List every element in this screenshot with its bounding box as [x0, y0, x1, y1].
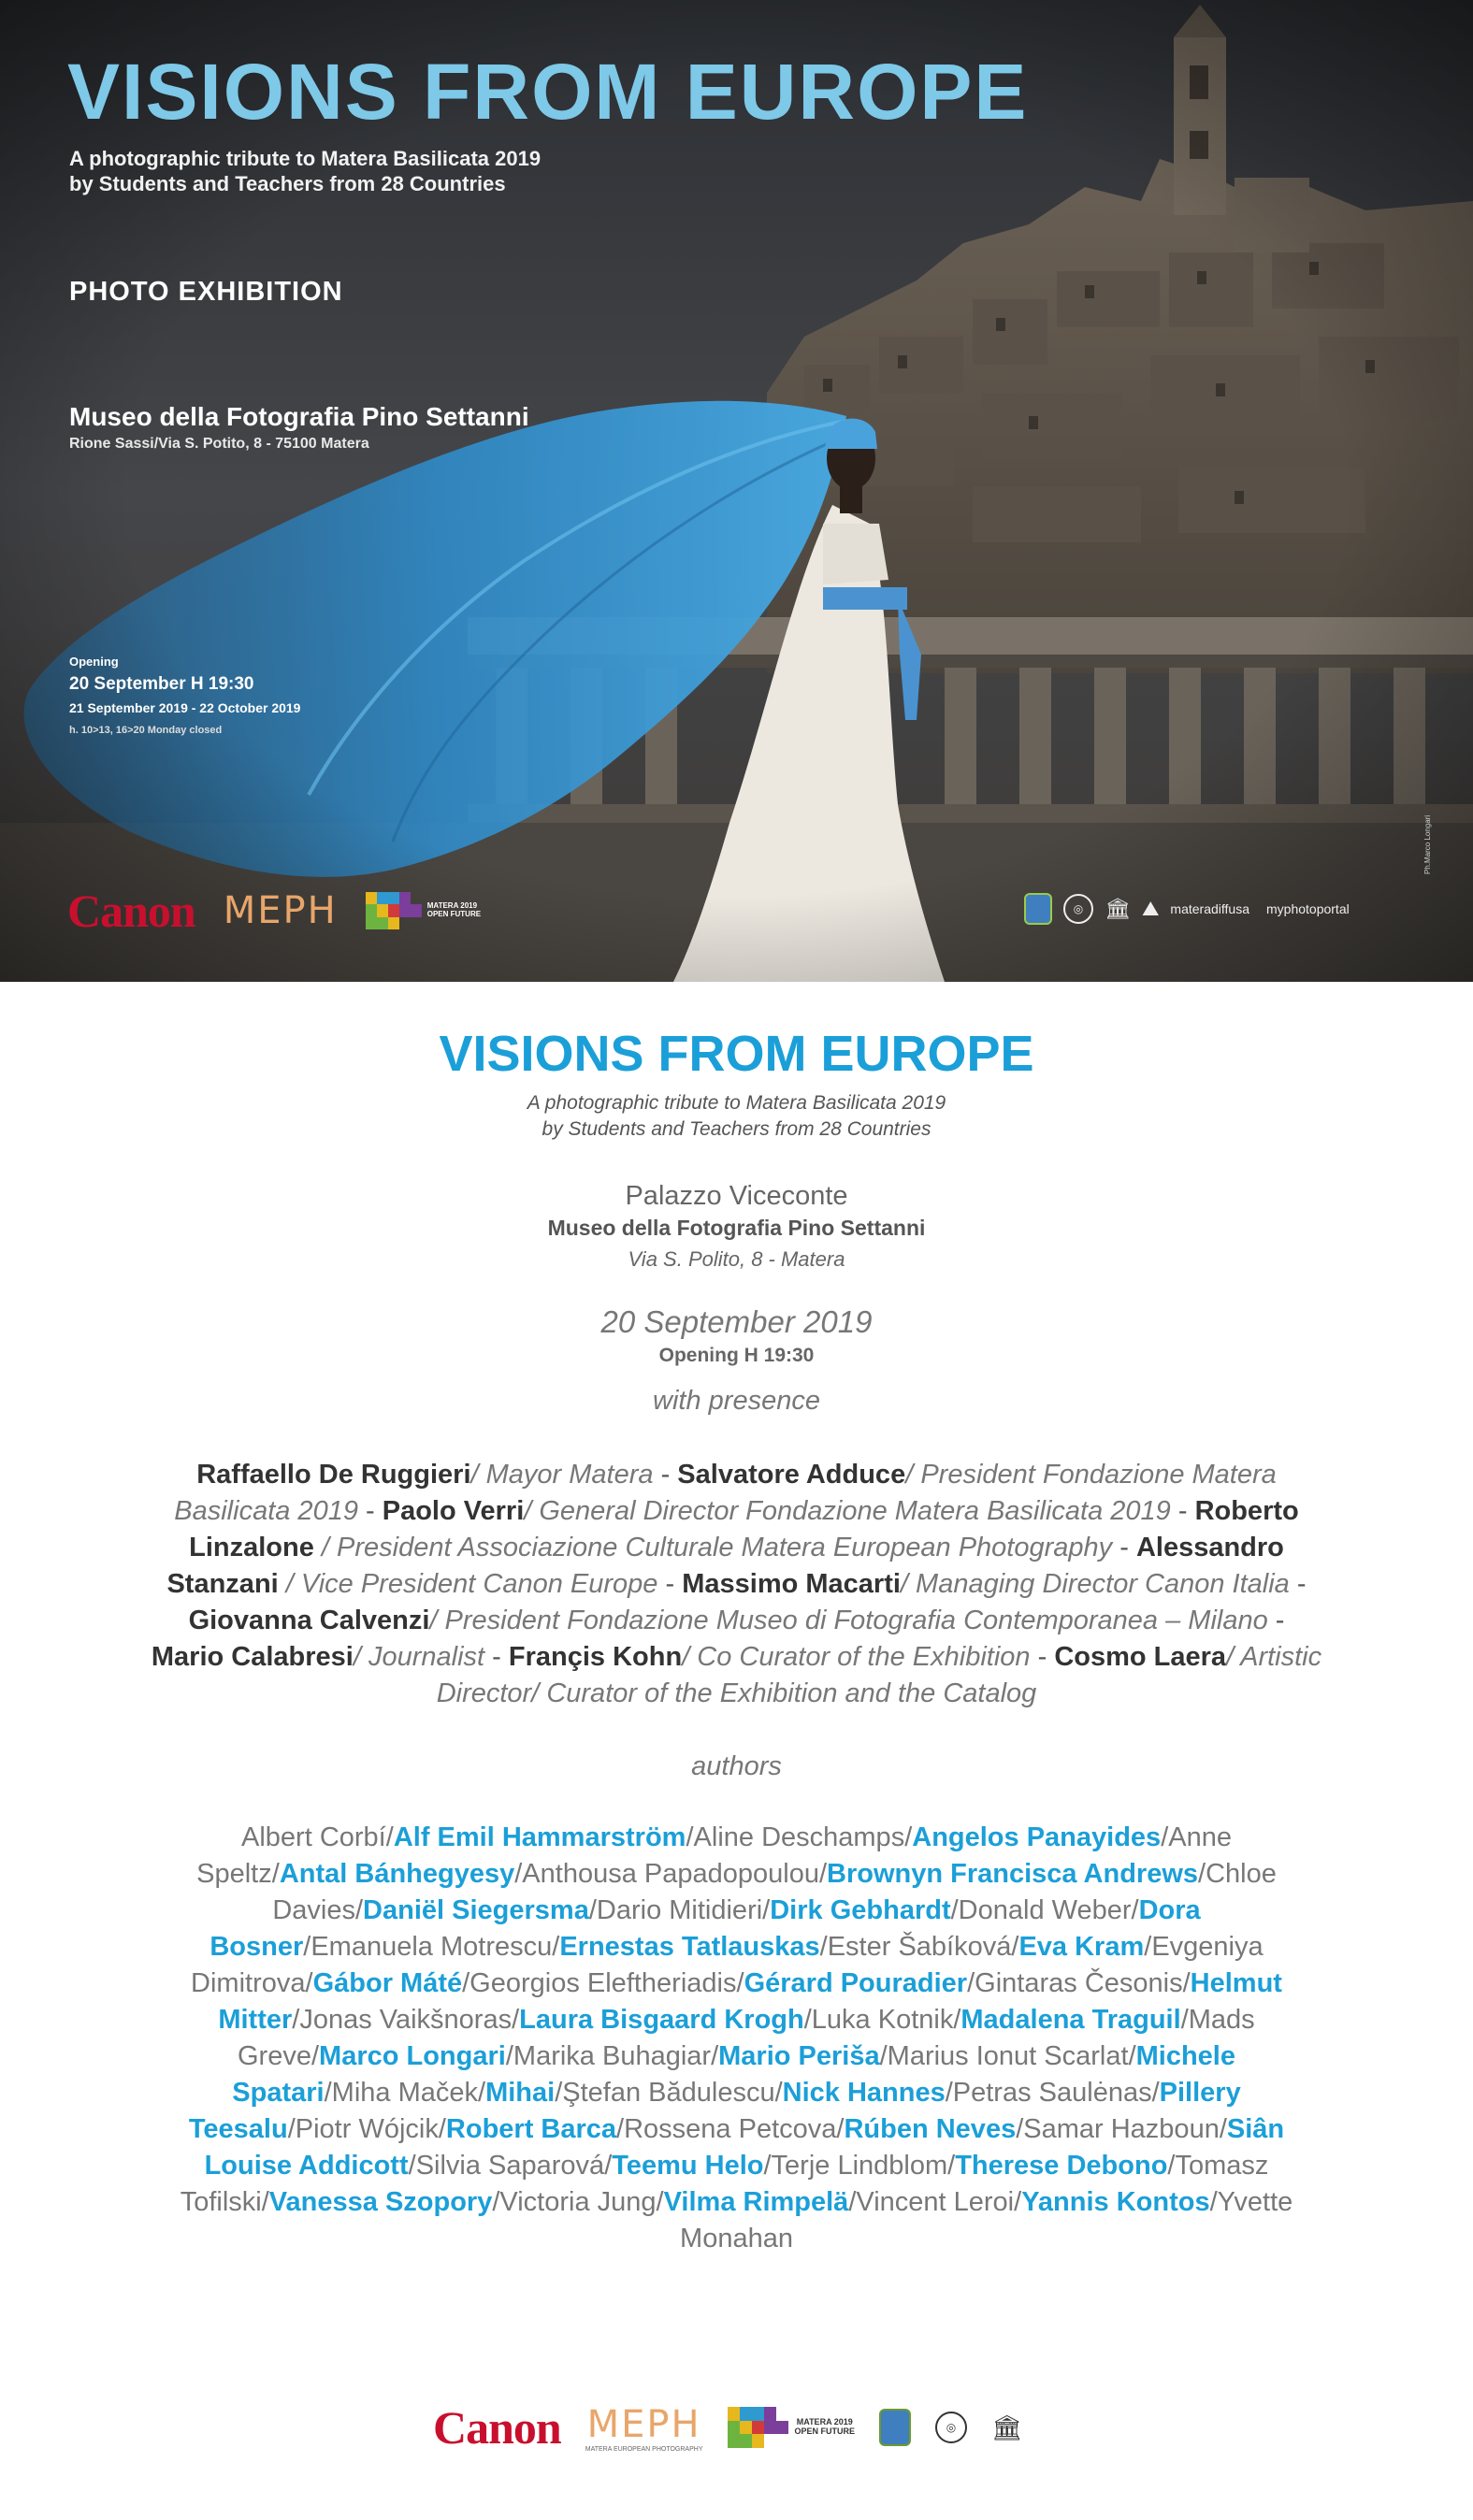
- author-separator: /: [1151, 2078, 1160, 2108]
- author-separator: /: [505, 2041, 513, 2071]
- guest-role: / Journalist: [353, 1642, 485, 1672]
- museum-address: Via S. Polito, 8 - Matera: [628, 1247, 845, 1271]
- author-name: Rúben Neves: [844, 2114, 1017, 2144]
- author-name: Robert Barca: [445, 2114, 617, 2144]
- author-separator: /: [438, 2114, 446, 2144]
- guest-separator: -: [484, 1642, 509, 1672]
- author-name: Eva Kram: [1018, 1932, 1145, 1962]
- myphotoportal-logo: myphotoportal: [1266, 901, 1350, 916]
- author-separator: /: [904, 1822, 913, 1852]
- author-name: Aline Deschamps: [693, 1822, 905, 1852]
- author-name: Anne Speltz: [196, 1822, 1232, 1889]
- author-name: Mihai: [485, 2078, 556, 2108]
- materadiffusa-logo: materadiffusa: [1170, 901, 1249, 916]
- author-separator: /: [303, 1932, 311, 1962]
- author-name: Evgeniya Dimitrova: [191, 1932, 1264, 1998]
- author-separator: /: [1219, 2114, 1227, 2144]
- author-name: Vanessa Szopory: [268, 2187, 493, 2217]
- author-name: Marius Ionut Scarlat: [887, 2041, 1129, 2071]
- guest-separator: -: [1030, 1642, 1055, 1672]
- author-separator: /: [879, 2041, 888, 2071]
- guest-role: / Co Curator of the Exhibition: [682, 1642, 1031, 1672]
- guest-name: Cosmo Laera: [1054, 1642, 1227, 1672]
- author-name: Michele Spatari: [232, 2041, 1235, 2108]
- author-separator: /: [1161, 1822, 1169, 1852]
- guest-name: Raffaello De Ruggieri: [196, 1460, 471, 1490]
- matera-mosaic-icon: [366, 892, 422, 929]
- with-presence-label: with presence: [653, 1386, 820, 1416]
- author-name: Piotr Wójcik: [295, 2114, 439, 2144]
- author-separator: /: [462, 1968, 470, 1998]
- author-separator: /: [947, 2151, 956, 2181]
- coat-of-arms-icon: [1024, 893, 1052, 925]
- exhibition-label: PHOTO EXHIBITION: [69, 277, 343, 307]
- author-name: Dirk Gebhardt: [770, 1895, 951, 1925]
- author-separator: /: [1209, 2187, 1218, 2217]
- guest-role: / Vice President Canon Europe: [278, 1569, 658, 1599]
- guest-separator: -: [1267, 1606, 1285, 1635]
- guest-role: / President Fondazione Museo di Fotografia Contemporanea – Milano: [429, 1606, 1268, 1635]
- author-separator: /: [310, 2041, 320, 2071]
- mountain-icon: ⛰: [1141, 897, 1160, 920]
- author-separator: /: [1198, 1859, 1206, 1889]
- footer-meph-logo: [585, 2403, 703, 2453]
- author-name: Therese Debono: [955, 2151, 1168, 2181]
- guest-name: Giovanna Calvenzi: [188, 1606, 430, 1635]
- author-name: Terje Lindblom: [771, 2151, 948, 2181]
- guest-name: Mario Calabresi: [151, 1642, 354, 1672]
- author-name: Anthousa Papadopoulou: [522, 1859, 819, 1889]
- author-separator: /: [1128, 2041, 1136, 2071]
- guest-name: Alessandro Stanzani: [166, 1533, 1284, 1599]
- author-name: Gábor Máté: [312, 1968, 463, 1998]
- invitation-section: [0, 982, 1473, 2520]
- author-separator: /: [616, 2114, 625, 2144]
- author-separator: /: [408, 2151, 416, 2181]
- guest-role: / President Associazione Culturale Matera European Photography: [313, 1533, 1113, 1562]
- author-name: Laura Bisgaard Krogh: [519, 2005, 804, 2035]
- info-subtitle: [0, 1090, 1473, 1143]
- author-name: Emanuela Motrescu: [310, 1932, 553, 1962]
- author-separator: /: [736, 1968, 744, 1998]
- photo-credit: Ph.Marco Longari: [1423, 814, 1432, 874]
- author-name: Ştefan Bădulescu: [562, 2078, 775, 2108]
- footer-meph-tagline: MATERA EUROPEAN PHOTOGRAPHY: [585, 2445, 703, 2453]
- author-name: Victoria Jung: [499, 2187, 657, 2217]
- footer-matera-mosaic-icon: [728, 2407, 789, 2448]
- author-separator: /: [1011, 1932, 1019, 1962]
- author-name: Marco Longari: [319, 2041, 506, 2071]
- author-separator: /: [512, 2005, 520, 2035]
- author-separator: /: [1144, 1932, 1152, 1962]
- footer-matera-2019-text: MATERA 2019: [796, 2417, 853, 2427]
- author-name: Yvette Monahan: [680, 2187, 1293, 2254]
- guest-role: / Artistic Director/ Curator of the Exhibition and the Catalog: [436, 1642, 1322, 1708]
- author-name: Georgios Eleftheriadis: [469, 1968, 737, 1998]
- hero-venue: Museo della Fotografia Pino Settanni: [69, 402, 529, 431]
- author-name: Samar Hazboun: [1023, 2114, 1220, 2144]
- matera-2019-text: MATERA 2019: [426, 901, 478, 911]
- author-name: Mario Periša: [718, 2041, 880, 2071]
- author-separator: /: [967, 1968, 975, 1998]
- author-separator: /: [836, 2114, 845, 2144]
- author-name: Jonas Vaikšnoras: [299, 2005, 513, 2035]
- author-separator: /: [588, 1895, 597, 1925]
- author-separator: /: [1016, 2114, 1024, 2144]
- author-name: Miha Maček: [331, 2078, 478, 2108]
- author-separator: /: [514, 1859, 523, 1889]
- author-name: Marika Buhagiar: [513, 2041, 712, 2071]
- guest-separator: -: [1170, 1496, 1195, 1526]
- author-name: Siân Louise Addicott: [204, 2114, 1285, 2181]
- opening-time: Opening H 19:30: [658, 1345, 815, 1366]
- author-name: Ernestas Tatlauskas: [559, 1932, 820, 1962]
- guest-role: / Mayor Matera: [470, 1460, 654, 1490]
- date-range: 21 September 2019 - 22 October 2019: [69, 700, 301, 715]
- hero-title: VISIONS FROM EUROPE: [67, 48, 1029, 136]
- author-name: Nick Hannes: [782, 2078, 946, 2108]
- opening-datetime: 20 September H 19:30: [69, 674, 254, 694]
- hero-address: Rione Sassi/Via S. Potito, 8 - 75100 Matera: [69, 436, 369, 452]
- author-name: Helmut Mitter: [218, 1968, 1282, 2035]
- author-separator: /: [354, 1895, 364, 1925]
- footer-logo-row: [433, 2400, 1022, 2455]
- guest-name: Massimo Macarti: [682, 1569, 901, 1599]
- author-name: Tomasz Tofilski: [180, 2151, 1269, 2217]
- palazzo-name: Palazzo Viceconte: [625, 1181, 848, 1211]
- author-name: Teemu Helo: [612, 2151, 764, 2181]
- author-separator: /: [1182, 1968, 1191, 1998]
- guest-role: / Managing Director Canon Italia: [900, 1569, 1290, 1599]
- hero-subtitle-line2: by Students and Teachers from 28 Countries: [69, 172, 506, 195]
- author-separator: /: [271, 1859, 280, 1889]
- hero-logos-right: [1024, 893, 1350, 925]
- author-name: Antal Bánhegyesy: [279, 1859, 515, 1889]
- guest-name: Françis Kohn: [508, 1642, 683, 1672]
- guest-separator: -: [1112, 1533, 1136, 1562]
- info-title: VISIONS FROM EUROPE: [439, 1026, 1034, 1082]
- author-separator: /: [324, 2078, 332, 2108]
- guest-name: Paolo Verri: [382, 1496, 525, 1526]
- author-name: Dora Bosner: [209, 1895, 1201, 1962]
- guest-name: Roberto Linzalone: [189, 1496, 1299, 1562]
- author-separator: /: [711, 2041, 719, 2071]
- unesco-icon: 🏛: [1105, 897, 1131, 920]
- author-separator: /: [287, 2114, 296, 2144]
- hero-subtitle: [69, 146, 724, 196]
- opening-hours: h. 10>13, 16>20 Monday closed: [69, 725, 223, 736]
- author-separator: /: [555, 2078, 563, 2108]
- opening-label: Opening: [69, 655, 119, 669]
- author-separator: /: [774, 2078, 783, 2108]
- guest-role: / General Director Fondazione Matera Basilicata 2019: [524, 1496, 1171, 1526]
- museum-name: Museo della Fotografia Pino Settanni: [547, 1216, 926, 1240]
- guest-separator: -: [1289, 1569, 1307, 1599]
- author-name: Yannis Kontos: [1021, 2187, 1210, 2217]
- author-name: Petras Saulėnas: [952, 2078, 1152, 2108]
- author-separator: /: [686, 1822, 694, 1852]
- authors-label: authors: [691, 1751, 782, 1781]
- guest-list: [150, 1457, 1323, 1712]
- author-separator: /: [1014, 2187, 1022, 2217]
- footer-matera-2019-logo: [728, 2407, 856, 2448]
- hero-subtitle-line1: A photographic tribute to Matera Basilicata 2019: [69, 147, 542, 170]
- author-name: Dario Mitidieri: [596, 1895, 763, 1925]
- author-separator: /: [656, 2187, 664, 2217]
- hero-poster: [0, 0, 1473, 982]
- guest-separator: -: [653, 1460, 678, 1490]
- author-separator: /: [945, 2078, 953, 2108]
- author-name: Donald Weber: [958, 1895, 1132, 1925]
- open-future-text: OPEN FUTURE: [426, 910, 482, 918]
- author-separator: /: [492, 2187, 500, 2217]
- author-name: Chloe Davies: [272, 1859, 1277, 1925]
- footer-canon-logo: Canon: [433, 2401, 561, 2454]
- author-name: Alf Emil Hammarström: [393, 1822, 686, 1852]
- author-separator: /: [604, 2151, 613, 2181]
- author-separator: /: [1131, 1895, 1139, 1925]
- author-name: Brownyn Francisca Andrews: [827, 1859, 1199, 1889]
- meph-logo: MEPH: [223, 889, 338, 932]
- author-name: Daniël Siegersma: [363, 1895, 589, 1925]
- author-separator: /: [953, 2005, 961, 2035]
- author-name: Mads Greve: [237, 2005, 1255, 2071]
- hero-dates: [69, 655, 300, 736]
- author-separator: /: [1180, 2005, 1189, 2035]
- hero-logos-left: [67, 884, 481, 938]
- matera-2019-logo: [366, 892, 481, 929]
- author-separator: /: [292, 2005, 300, 2035]
- author-separator: /: [819, 1932, 828, 1962]
- author-separator: /: [818, 1859, 828, 1889]
- author-separator: /: [848, 2187, 857, 2217]
- author-name: Vincent Leroi: [856, 2187, 1015, 2217]
- author-separator: /: [763, 2151, 772, 2181]
- author-separator: /: [305, 1968, 313, 1998]
- footer-open-future-text: OPEN FUTURE: [794, 2426, 856, 2436]
- guest-separator: -: [657, 1569, 683, 1599]
- author-separator: /: [478, 2078, 486, 2108]
- author-name: Ester Šabíková: [827, 1932, 1012, 1962]
- footer-meph-text: MEPH: [586, 2402, 701, 2446]
- author-separator: /: [762, 1895, 771, 1925]
- author-separator: /: [803, 2005, 812, 2035]
- guest-role: / President Fondazione Matera Basilicata 2019: [174, 1460, 1277, 1526]
- author-name: Gintaras Česonis: [975, 1968, 1183, 1998]
- info-subtitle-line1: A photographic tribute to Matera Basilicata 2019: [527, 1092, 946, 1114]
- author-name: Albert Corbí: [241, 1822, 386, 1852]
- event-date: 20 September 2019: [600, 1304, 873, 1339]
- info-subtitle-line2: by Students and Teachers from 28 Countries: [542, 1118, 931, 1140]
- guest-separator: -: [357, 1496, 383, 1526]
- author-name: Madalena Traguil: [960, 2005, 1181, 2035]
- canon-logo: Canon: [67, 885, 195, 937]
- author-name: Angelos Panayides: [912, 1822, 1162, 1852]
- author-name: Silvia Saparová: [415, 2151, 605, 2181]
- author-separator: /: [1167, 2151, 1176, 2181]
- author-separator: /: [552, 1932, 560, 1962]
- world-heritage-icon: ◎: [1063, 894, 1093, 924]
- author-name: Gérard Pouradier: [744, 1968, 968, 1998]
- author-separator: /: [261, 2187, 269, 2217]
- footer-logos: [0, 2393, 1473, 2468]
- author-name: Luka Kotnik: [811, 2005, 954, 2035]
- guest-name: Salvatore Adduce: [677, 1460, 906, 1490]
- footer-coat-of-arms-icon: [879, 2409, 911, 2446]
- author-separator: /: [385, 1822, 394, 1852]
- author-name: Vilma Rimpelä: [663, 2187, 849, 2217]
- author-separator: /: [950, 1895, 959, 1925]
- footer-unesco-icon: 🏛: [991, 2412, 1023, 2441]
- author-name: Pillery Teesalu: [188, 2078, 1241, 2144]
- footer-world-heritage-icon: ◎: [935, 2412, 967, 2443]
- authors-list: [164, 1820, 1309, 2257]
- author-name: Rossena Petcova: [624, 2114, 837, 2144]
